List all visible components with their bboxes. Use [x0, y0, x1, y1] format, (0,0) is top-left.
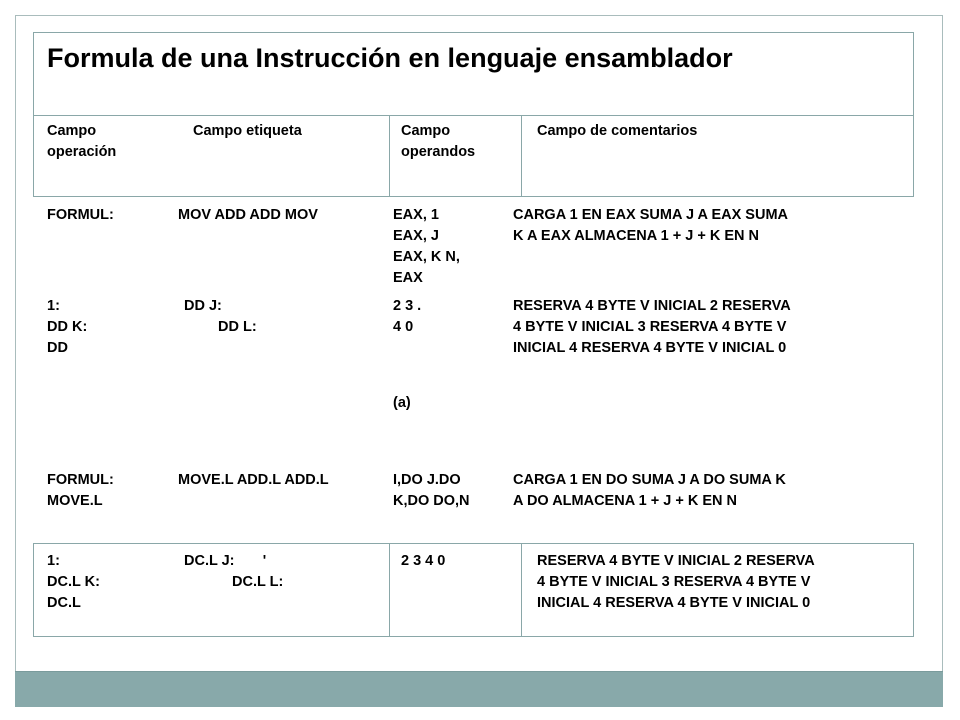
page-title: Formula de una Instrucción en lenguaje ensamblador — [47, 43, 733, 73]
footer-bar — [15, 671, 943, 707]
b-row2-col1: 1: DC.L K: DC.L — [47, 553, 100, 611]
b-row1-operands: I,DO J.DO K,DO DO,N — [393, 472, 470, 509]
a-row2-operands: 2 3 . 4 0 — [393, 298, 422, 335]
a-row1-operands: EAX, 1 EAX, J EAX, K N, EAX — [393, 207, 460, 286]
header-campo-etiqueta: Campo etiqueta — [193, 123, 302, 139]
a-row2-col2a: DD J: — [184, 298, 222, 314]
b-row2-divider-1 — [389, 543, 390, 637]
a-row2-col2b: DD L: — [218, 319, 257, 335]
a-row2-comments: RESERVA 4 BYTE V INICIAL 2 RESERVA 4 BYTE V INICIAL 3 RESERVA 4 BYTE V INICIAL 4 RESERVA 4 BYTE V INICIAL 0 — [513, 298, 791, 356]
b-row1-operation: MOVE.L ADD.L ADD.L — [178, 472, 329, 488]
header-divider-2 — [521, 115, 522, 197]
b-row1-comments: CARGA 1 EN DO SUMA J A DO SUMA K A DO ALMACENA 1 + J + K EN N — [513, 472, 786, 509]
a-row1-operation: MOV ADD ADD MOV — [178, 207, 318, 223]
a-row1-label: FORMUL: — [47, 207, 114, 223]
a-row2-col1: 1: DD K: DD — [47, 298, 88, 356]
a-row1-comments: CARGA 1 EN EAX SUMA J A EAX SUMA K A EAX ALMACENA 1 + J + K EN N — [513, 207, 788, 244]
b-row2-operands: 2 3 4 0 — [401, 553, 446, 569]
header-campo-operacion: Campo operación — [47, 123, 117, 160]
header-campo-comentarios: Campo de comentarios — [537, 123, 698, 139]
header-divider-1 — [389, 115, 390, 197]
b-row2-divider-2 — [521, 543, 522, 637]
b-row2-col2b: DC.L L: — [232, 574, 284, 590]
b-row2-col2a: DC.L J: ' — [184, 553, 267, 569]
b-row1-label: FORMUL: MOVE.L — [47, 472, 114, 509]
b-row2-comments: RESERVA 4 BYTE V INICIAL 2 RESERVA 4 BYTE V INICIAL 3 RESERVA 4 BYTE V INICIAL 4 RESERVA 4 BYTE V INICIAL 0 — [537, 553, 815, 611]
caption-a: (a) — [393, 395, 411, 411]
header-campo-operandos: Campo operandos — [401, 123, 476, 160]
